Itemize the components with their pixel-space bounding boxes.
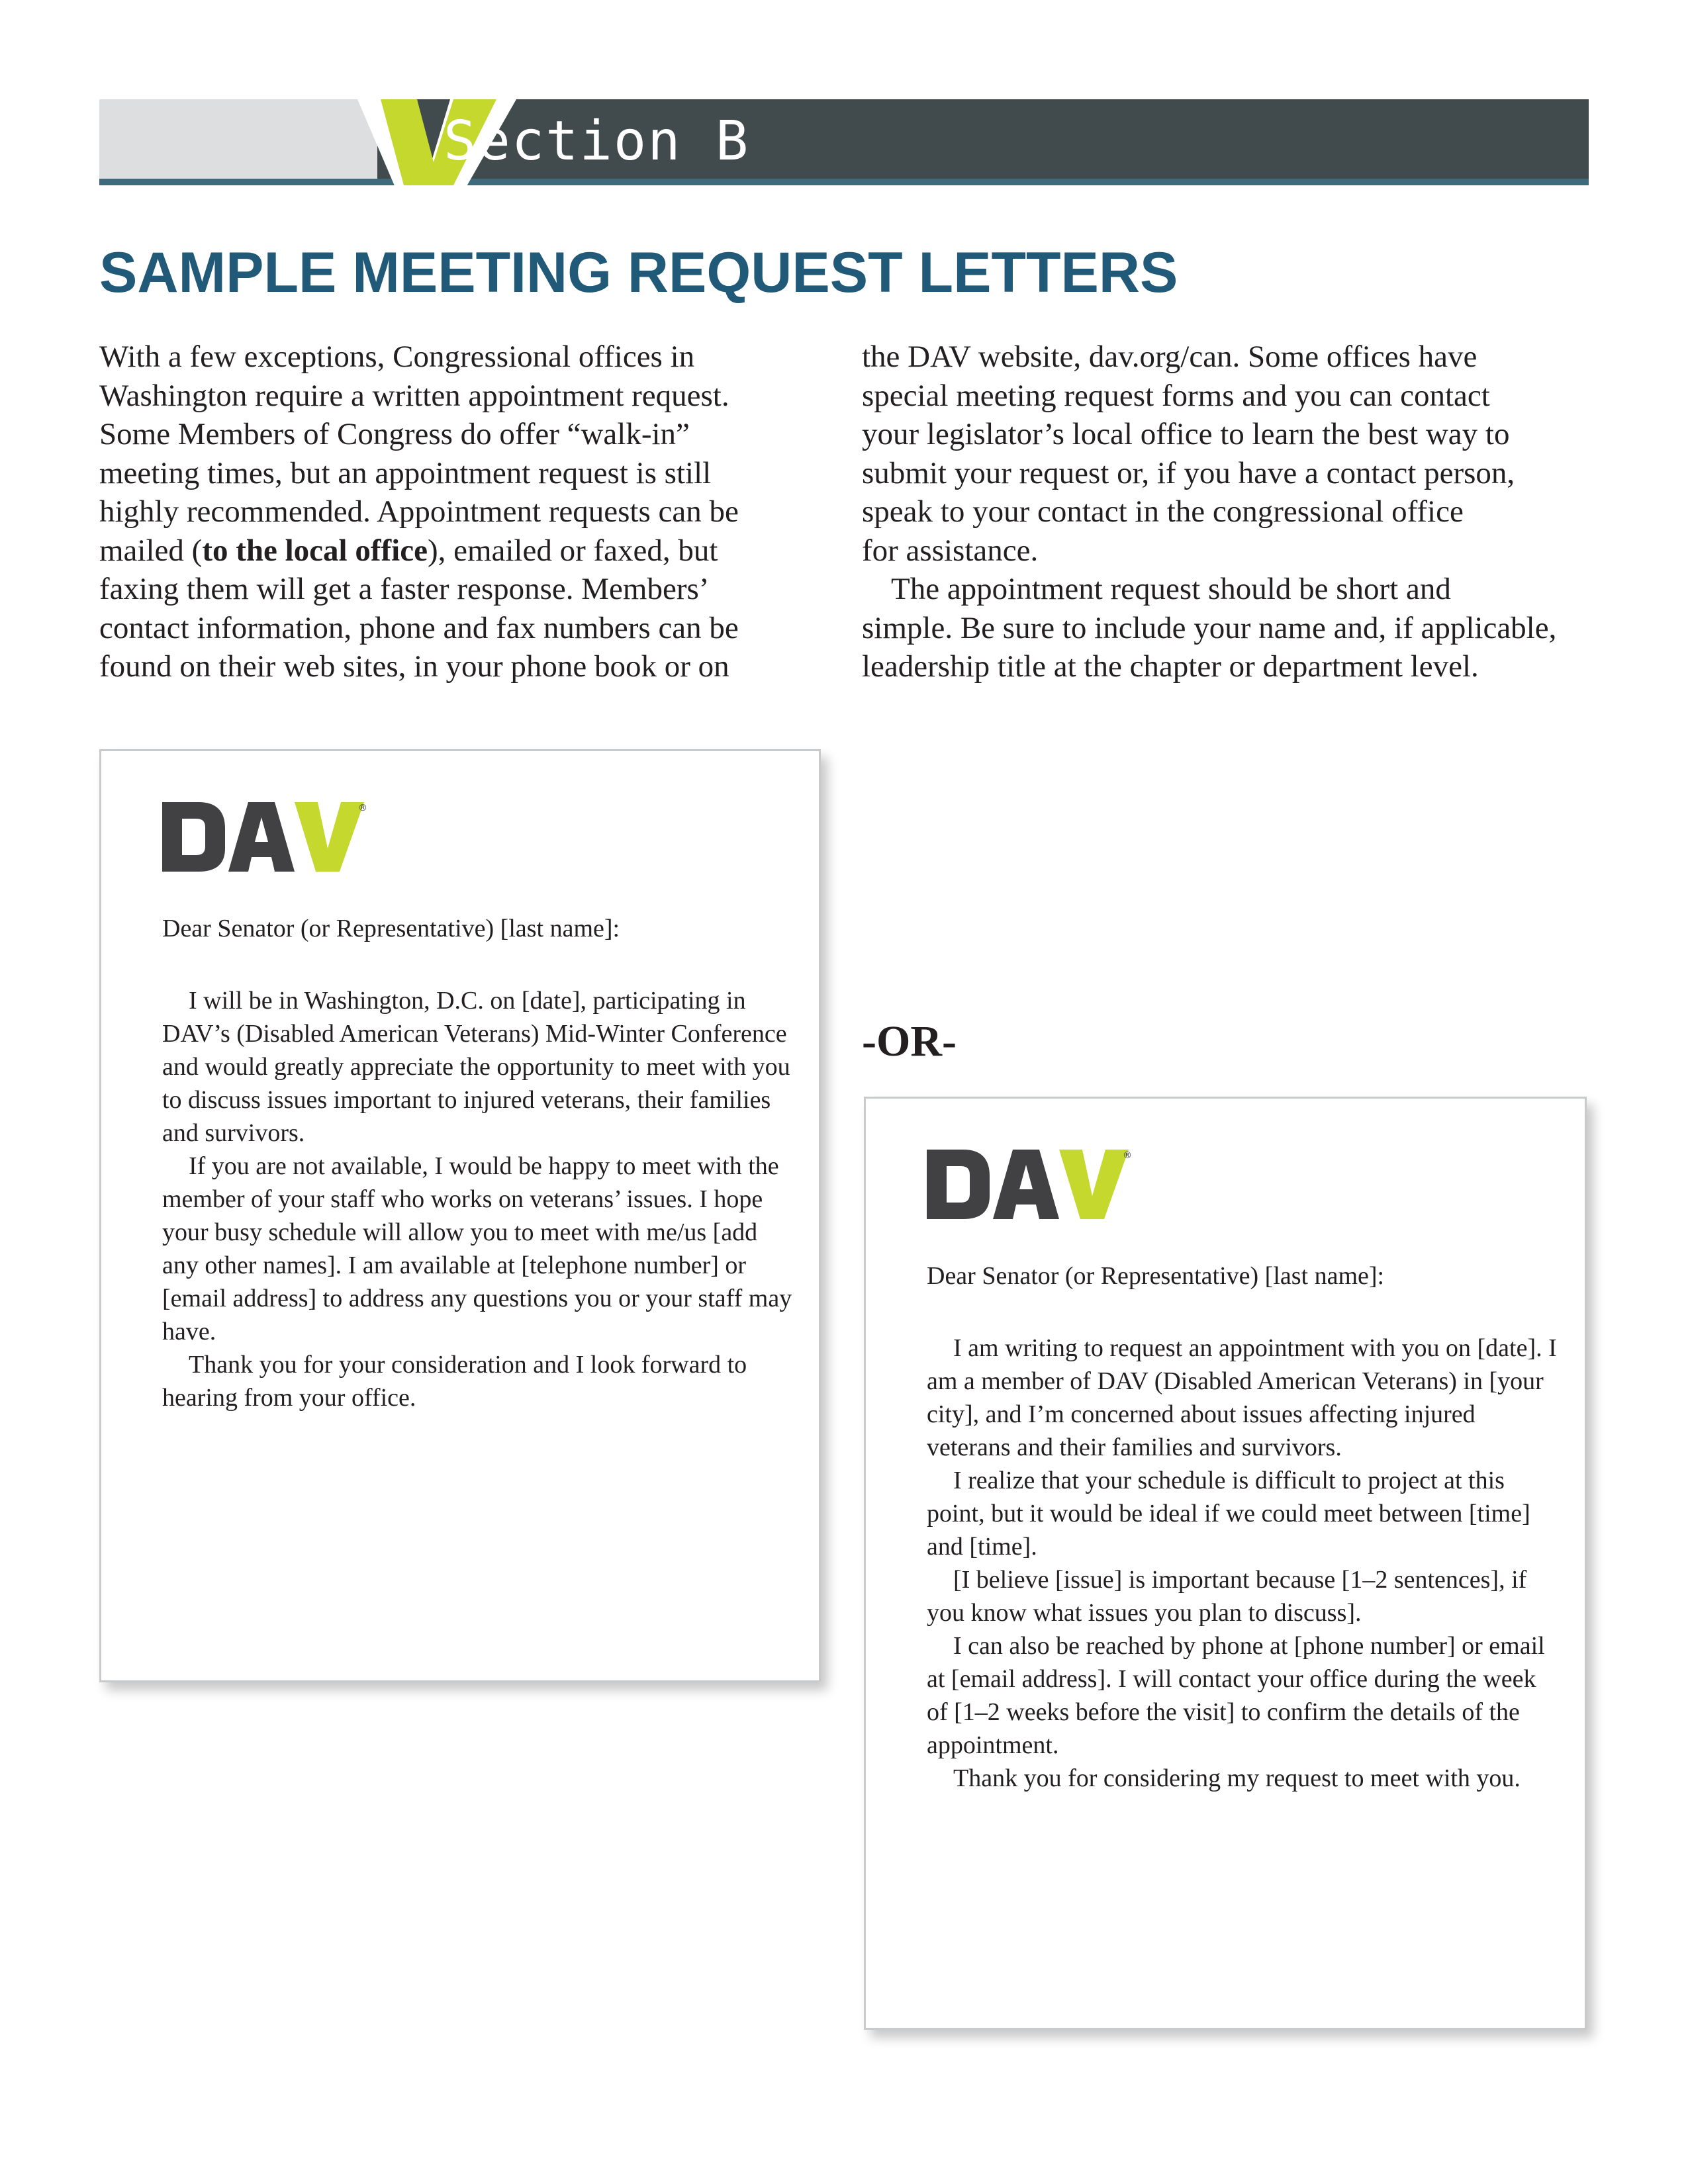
letter-paragraph: Thank you for considering my request to meet with you. xyxy=(953,1764,1521,1792)
intro-left-column xyxy=(99,338,847,686)
svg-text:®: ® xyxy=(358,803,367,813)
section-label: Section B xyxy=(444,110,750,173)
intro-line: simple. Be sure to include your name and, if applicable, xyxy=(862,610,1557,645)
intro-line: meeting times, but an appointment request is still xyxy=(99,455,712,490)
dav-logo xyxy=(927,1146,1132,1222)
intro-line: contact information, phone and fax numbers can be xyxy=(99,610,739,645)
or-separator: -OR- xyxy=(862,1017,957,1066)
intro-line: speak to your contact in the congressional office xyxy=(862,494,1464,529)
intro-line: Washington require a written appointment request. xyxy=(99,378,729,413)
intro-line: submit your request or, if you have a contact person, xyxy=(862,455,1515,490)
letter-salutation: Dear Senator (or Representative) [last name]: xyxy=(927,1262,1385,1290)
intro-line: found on their web sites, in your phone book or on xyxy=(99,649,729,684)
intro-line: With a few exceptions, Congressional offices in xyxy=(99,340,695,374)
letter-salutation: Dear Senator (or Representative) [last name]: xyxy=(162,915,620,942)
page-title: SAMPLE MEETING REQUEST LETTERS xyxy=(99,241,1178,304)
letter-paragraph: I will be in Washington, D.C. on [date], participating in DAV’s (Disabled American Veterans) Mid-Winter Conference and would greatly appreciate the opportunity to meet with you to discuss issues important to injured veterans, their families and survivors. xyxy=(162,987,790,1147)
letter-paragraph: If you are not available, I would be happy to meet with the member of your staff who works on veterans’ issues. I hope your busy schedule will allow you to meet with me/us [add any other names]. I am available at [telephone number] or [email address] to address any questions you or your staff may have. xyxy=(162,1152,792,1345)
letter-paragraph: I realize that your schedule is difficult to project at this point, but it would be ideal if we could meet between [time] and [time]. xyxy=(927,1467,1530,1561)
intro-line: Some Members of Congress do offer “walk-in” xyxy=(99,417,690,451)
dav-logo xyxy=(162,799,367,875)
intro-line: special meeting request forms and you can contact xyxy=(862,378,1490,413)
intro-right-column xyxy=(862,338,1617,686)
letter-paragraph: [I believe [issue] is important because [1–2 sentences], if you know what issues you plan to discuss]. xyxy=(927,1566,1527,1627)
local-office-emphasis: to the local office xyxy=(202,533,428,568)
intro-line: leadership title at the chapter or department level. xyxy=(862,649,1479,684)
svg-text:®: ® xyxy=(1123,1150,1132,1161)
intro-line: faxing them will get a faster response. Members’ xyxy=(99,572,710,606)
intro-text: ), emailed or faxed, but xyxy=(427,533,718,568)
letter-body xyxy=(927,1332,1562,1795)
sample-letter-1 xyxy=(99,749,821,1682)
sample-letter-2 xyxy=(864,1097,1587,2030)
intro-line: highly recommended. Appointment requests can be xyxy=(99,494,739,529)
section-banner xyxy=(99,99,1589,185)
letter-paragraph: I can also be reached by phone at [phone number] or email at [email address]. I will contact your office during the week of [1–2 weeks before the visit] to confirm the details of the appointment. xyxy=(927,1632,1545,1759)
letter-paragraph: I am writing to request an appointment with you on [date]. I am a member of DAV (Disabled American Veterans) in [your city], and I’m concerned about issues affecting injured veterans and their families and survivors. xyxy=(927,1334,1557,1461)
intro-line: for assistance. xyxy=(862,533,1039,568)
letter-paragraph: Thank you for your consideration and I look forward to hearing from your office. xyxy=(162,1351,747,1412)
intro-line xyxy=(99,531,847,570)
letter-body xyxy=(162,984,798,1414)
intro-text: mailed ( xyxy=(99,533,203,568)
intro-line: your legislator’s local office to learn the best way to xyxy=(862,417,1510,451)
intro-line: the DAV website, dav.org/can. Some offices have xyxy=(862,340,1477,374)
intro-line: The appointment request should be short and xyxy=(891,572,1451,606)
